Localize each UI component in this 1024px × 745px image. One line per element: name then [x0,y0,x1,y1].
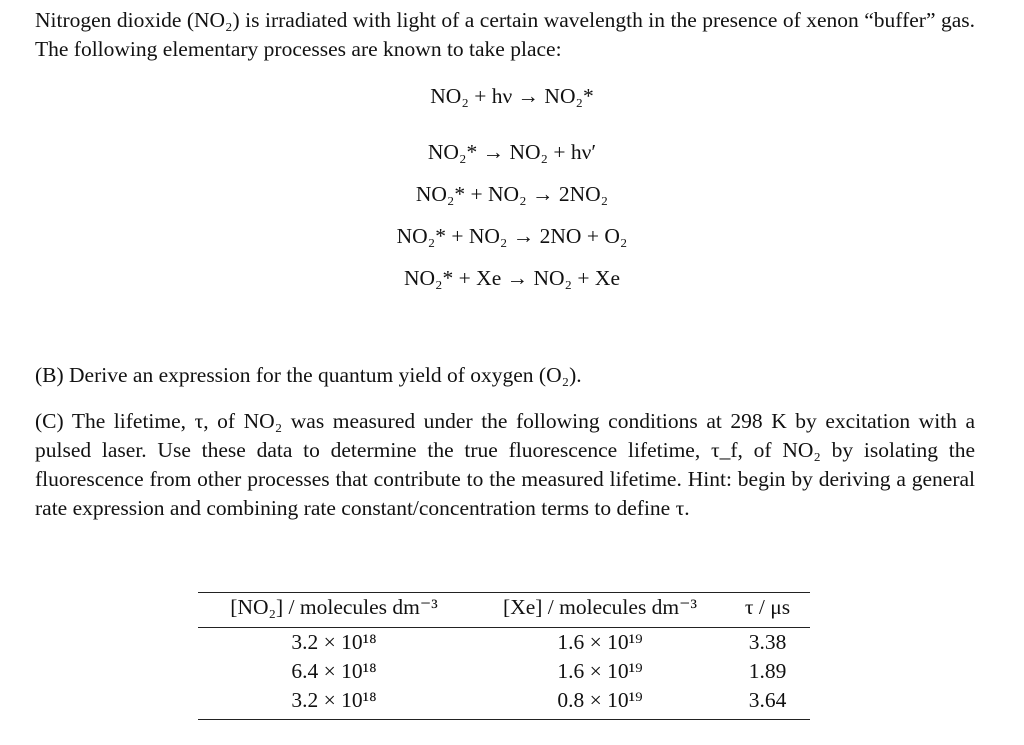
table-cell: 3.64 [748,688,787,712]
reaction-lhs: NO₂* + NO₂ [396,224,508,248]
reaction-lhs: NO₂* + NO₂ [415,182,527,206]
part-c-question [35,407,975,523]
reaction-lhs: NO₂* + Xe [404,266,502,290]
reaction-3 [0,182,1024,207]
reaction-4 [0,224,1024,249]
table-cell: 6.4 × 10¹⁸ [291,659,377,683]
reaction-5 [0,266,1024,291]
table-cell: 3.38 [748,630,787,654]
part-c-text: (C) The lifetime, τ, of NO₂ was measured under the following conditions at 298 K by excitation with a pulsed laser. Use these data to determine the true fluorescence lifetime, τ_f, of NO₂ by isolating the fluorescence from other processes that contribute to the measured lifetime. Hint: begin by deriving a general rate expression and combining rate constant/concentration terms to define τ. [35,409,975,520]
table-cell: 1.6 × 10¹⁹ [557,630,643,654]
table-bottom-rule [198,719,810,720]
table-cell: 1.89 [748,659,787,683]
reaction-rhs: 2NO₂ [558,182,609,206]
table-header-xe: [Xe] / molecules dm⁻³ [503,595,697,619]
reaction-2 [0,140,1024,165]
table-cell: 3.2 × 10¹⁸ [291,688,377,712]
table-cell: 1.6 × 10¹⁹ [557,659,643,683]
reaction-arrow: → [517,84,540,108]
table-header-no2: [NO₂] / molecules dm⁻³ [230,595,438,619]
reaction-lhs: NO₂* [427,140,478,164]
table-cell: 3.2 × 10¹⁸ [291,630,377,654]
reaction-arrow: → [531,182,554,206]
table-top-rule [198,592,810,593]
table-header-tau: τ / μs [744,595,791,619]
table-header-rule [198,627,810,628]
reaction-1 [0,84,1024,109]
reaction-arrow: → [506,266,529,290]
reaction-arrow: → [512,224,535,248]
table-cell: 0.8 × 10¹⁹ [557,688,643,712]
reaction-rhs: NO₂* [544,84,594,108]
reaction-rhs: NO₂ + hν′ [509,140,597,164]
part-b-text: (B) Derive an expression for the quantum yield of oxygen (O₂). [35,363,582,387]
reaction-lhs: NO₂ + hν [430,84,513,108]
part-b-question [35,361,975,390]
reaction-rhs: 2NO + O₂ [539,224,628,248]
intro-text: Nitrogen dioxide (NO₂) is irradiated with light of a certain wavelength in the presence of xenon “buffer” gas. The following elementary processes are known to take place: [35,8,975,61]
reaction-arrow: → [482,140,505,164]
intro-paragraph [35,6,975,64]
reaction-rhs: NO₂ + Xe [533,266,620,290]
